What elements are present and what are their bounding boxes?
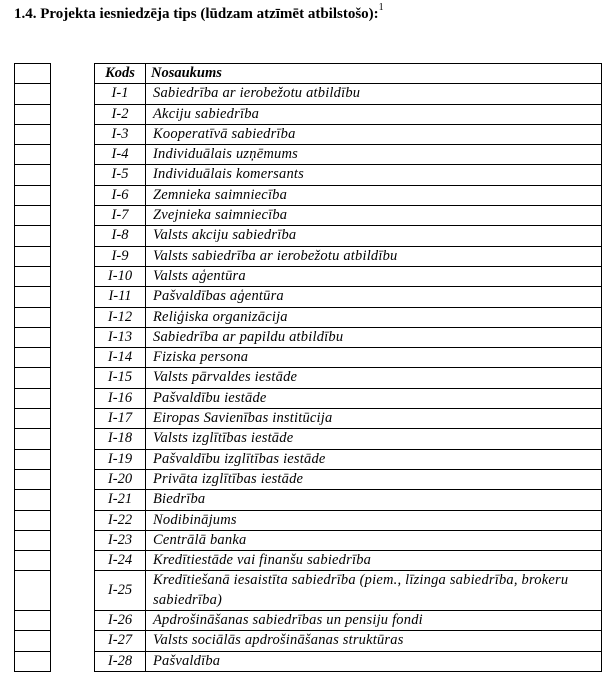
row-name: Zvejnieka saimniecība	[146, 206, 602, 226]
checkbox-cell[interactable]	[15, 631, 51, 651]
row-name: Centrālā banka	[146, 530, 602, 550]
footnote-marker: 1	[378, 2, 384, 13]
row-code: I-24	[95, 551, 146, 571]
row-code: I-8	[95, 226, 146, 246]
table-row	[95, 124, 602, 144]
table-row	[95, 449, 602, 469]
row-code: I-13	[95, 327, 146, 347]
table-row	[95, 631, 602, 651]
row-name: Pašvaldību iestāde	[146, 388, 602, 408]
checkbox-column	[14, 63, 51, 672]
table-row	[95, 145, 602, 165]
row-name: Eiropas Savienības institūcija	[146, 409, 602, 429]
row-name: Nodibinājums	[146, 510, 602, 530]
checkbox-cell[interactable]	[15, 266, 51, 286]
table-row	[95, 206, 602, 226]
row-code: I-20	[95, 469, 146, 489]
checkbox-cell[interactable]	[15, 611, 51, 631]
checkbox-cell[interactable]	[15, 206, 51, 226]
row-code: I-25	[95, 571, 146, 611]
table-row	[95, 165, 602, 185]
row-name: Valsts sabiedrība ar ierobežotu atbildību	[146, 246, 602, 266]
table-row	[95, 368, 602, 388]
checkbox-cell[interactable]	[15, 165, 51, 185]
checkbox-cell[interactable]	[15, 185, 51, 205]
row-name: Biedrība	[146, 490, 602, 510]
row-name: Valsts aģentūra	[146, 266, 602, 286]
checkbox-cell[interactable]	[15, 84, 51, 104]
table-row	[95, 510, 602, 530]
row-name: Valsts pārvaldes iestāde	[146, 368, 602, 388]
row-code: I-11	[95, 287, 146, 307]
row-name: Kredītiešanā iesaistīta sabiedrība (piem., līzinga sabiedrība, brokeru sabiedrība)	[146, 571, 602, 611]
row-name: Privāta izglītības iestāde	[146, 469, 602, 489]
row-code: I-9	[95, 246, 146, 266]
checkbox-cell[interactable]	[15, 551, 51, 571]
row-code: I-1	[95, 84, 146, 104]
table-row	[95, 469, 602, 489]
table-row	[95, 571, 602, 611]
checkbox-cell[interactable]	[15, 409, 51, 429]
table-row	[95, 226, 602, 246]
row-name: Fiziska persona	[146, 348, 602, 368]
table-row	[95, 287, 602, 307]
row-name: Valsts izglītības iestāde	[146, 429, 602, 449]
row-code: I-2	[95, 104, 146, 124]
row-name: Kredītiestāde vai finanšu sabiedrība	[146, 551, 602, 571]
row-name: Valsts akciju sabiedrība	[146, 226, 602, 246]
row-name: Individuālais komersants	[146, 165, 602, 185]
row-code: I-22	[95, 510, 146, 530]
checkbox-cell[interactable]	[15, 327, 51, 347]
row-name: Kooperatīvā sabiedrība	[146, 124, 602, 144]
table-row	[95, 327, 602, 347]
checkbox-cell[interactable]	[15, 104, 51, 124]
row-code: I-7	[95, 206, 146, 226]
applicant-type-table	[94, 63, 602, 672]
table-row	[95, 551, 602, 571]
row-name: Pašvaldību izglītības iestāde	[146, 449, 602, 469]
checkbox-cell[interactable]	[15, 490, 51, 510]
row-code: I-10	[95, 266, 146, 286]
table-row	[95, 388, 602, 408]
table-row	[95, 409, 602, 429]
row-name: Pašvaldība	[146, 651, 602, 671]
checkbox-cell[interactable]	[15, 145, 51, 165]
table-row	[95, 490, 602, 510]
table-row	[95, 651, 602, 671]
checkbox-cell[interactable]	[15, 348, 51, 368]
row-name: Pašvaldības aģentūra	[146, 287, 602, 307]
row-name: Akciju sabiedrība	[146, 104, 602, 124]
checkbox-cell[interactable]	[15, 571, 51, 611]
row-code: I-26	[95, 611, 146, 631]
section-heading	[14, 4, 384, 23]
checkbox-cell[interactable]	[15, 226, 51, 246]
row-name: Zemnieka saimniecība	[146, 185, 602, 205]
row-code: I-21	[95, 490, 146, 510]
checkbox-cell[interactable]	[15, 449, 51, 469]
row-code: I-16	[95, 388, 146, 408]
row-name: Sabiedrība ar ierobežotu atbildību	[146, 84, 602, 104]
table-row	[95, 246, 602, 266]
row-code: I-6	[95, 185, 146, 205]
row-code: I-28	[95, 651, 146, 671]
checkbox-cell[interactable]	[15, 64, 51, 84]
table-header-row	[95, 64, 602, 84]
header-name: Nosaukums	[146, 64, 602, 84]
row-code: I-5	[95, 165, 146, 185]
checkbox-cell[interactable]	[15, 307, 51, 327]
row-code: I-19	[95, 449, 146, 469]
checkbox-cell[interactable]	[15, 651, 51, 671]
row-code: I-18	[95, 429, 146, 449]
row-code: I-4	[95, 145, 146, 165]
row-code: I-14	[95, 348, 146, 368]
table-row	[95, 266, 602, 286]
checkbox-cell[interactable]	[15, 429, 51, 449]
checkbox-cell[interactable]	[15, 287, 51, 307]
row-name: Reliģiska organizācija	[146, 307, 602, 327]
checkbox-cell[interactable]	[15, 124, 51, 144]
row-name: Apdrošināšanas sabiedrības un pensiju fondi	[146, 611, 602, 631]
table-row	[95, 429, 602, 449]
checkbox-cell[interactable]	[15, 530, 51, 550]
row-code: I-15	[95, 368, 146, 388]
checkbox-cell[interactable]	[15, 510, 51, 530]
row-name: Individuālais uzņēmums	[146, 145, 602, 165]
row-code: I-3	[95, 124, 146, 144]
table-row	[95, 185, 602, 205]
section-heading-text: 1.4. Projekta iesniedzēja tips (lūdzam atzīmēt atbilstošo):	[14, 6, 379, 22]
checkbox-cell[interactable]	[15, 469, 51, 489]
table-row	[95, 307, 602, 327]
row-name: Sabiedrība ar papildu atbildību	[146, 327, 602, 347]
table-row	[95, 348, 602, 368]
row-name: Valsts sociālās apdrošināšanas struktūras	[146, 631, 602, 651]
header-code: Kods	[95, 64, 146, 84]
row-code: I-12	[95, 307, 146, 327]
table-row	[95, 104, 602, 124]
checkbox-cell[interactable]	[15, 368, 51, 388]
table-row	[95, 611, 602, 631]
row-code: I-17	[95, 409, 146, 429]
table-row	[95, 84, 602, 104]
row-code: I-27	[95, 631, 146, 651]
table-row	[95, 530, 602, 550]
checkbox-cell[interactable]	[15, 246, 51, 266]
row-code: I-23	[95, 530, 146, 550]
checkbox-cell[interactable]	[15, 388, 51, 408]
